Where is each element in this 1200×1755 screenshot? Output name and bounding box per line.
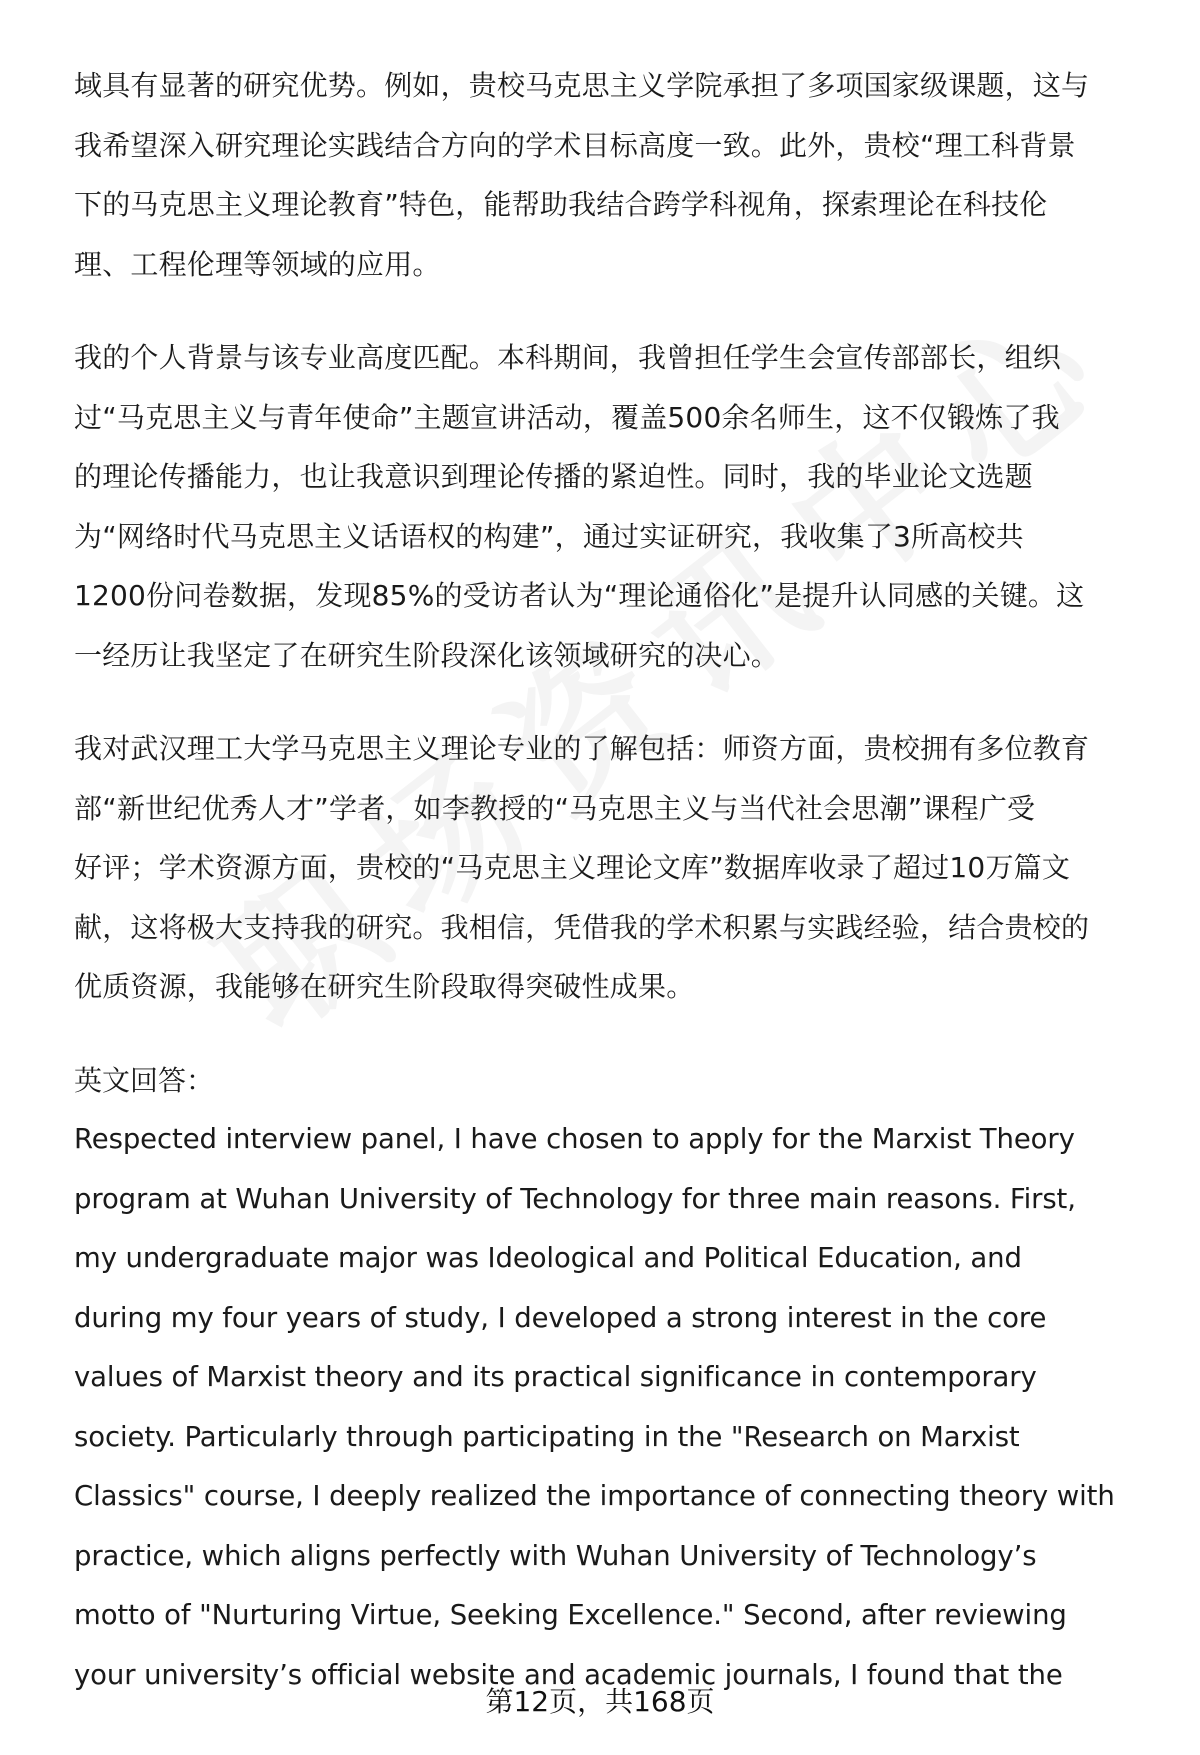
text-line: during my four years of study, I developed a strong interest in the core [74,1301,1047,1334]
text-line: 下的马克思主义理论教育”特色，能帮助我结合跨学科视角，探索理论在科技伦 [74,188,1048,221]
text-line: 1200份问卷数据，发现85%的受访者认为“理论通俗化”是提升认同感的关键。这 [74,579,1085,612]
text-line: 理、工程伦理等领域的应用。 [74,247,441,281]
page-number-footer: 第12页，共168页 [485,1685,715,1718]
text-line: your university’s official website and academic journals, I found that the [74,1658,1063,1691]
english-answer [74,1110,1164,1705]
text-line: 的理论传播能力，也让我意识到理论传播的紧迫性。同时，我的毕业论文选题 [74,460,1033,493]
text-line: practice, which aligns perfectly with Wuhan University of Technology’s [74,1539,1037,1572]
paragraph-gap [74,685,1164,719]
text-line: 过“马克思主义与青年使命”主题宣讲活动，覆盖500余名师生，这不仅锻炼了我 [74,400,1060,434]
text-line: 献，这将极大支持我的研究。我相信，凭借我的学术积累与实践经验，结合贵校的 [74,910,1090,944]
text-line: society. Particularly through participating in the "Research on Marxist [74,1420,1020,1453]
text-line: 我希望深入研究理论实践结合方向的学术目标高度一致。此外，贵校“理工科背景 [74,128,1076,162]
paragraph-gap [74,294,1164,328]
text-line: 优质资源，我能够在研究生阶段取得突破性成果。 [74,970,695,1003]
english-answer-heading: 英文回答： [74,1063,215,1097]
text-line: values of Marxist theory and its practical significance in contemporary [74,1361,1037,1393]
text-line: motto of "Nurturing Virtue, Seeking Excellence." Second, after reviewing [74,1599,1067,1631]
page-content [74,56,1164,1705]
text-line: Respected interview panel, I have chosen to apply for the Marxist Theory [74,1123,1075,1155]
text-line: my undergraduate major was Ideological and Political Education, and [74,1242,1022,1274]
paragraph-3 [74,719,1164,1017]
text-line: 部“新世纪优秀人才”学者，如李教授的“马克思主义与当代社会思潮”课程广受 [74,791,1036,825]
text-line: 为“网络时代马克思主义话语权的构建”，通过实证研究，我收集了3所高校共 [74,519,1024,553]
paragraph-1 [74,56,1164,294]
text-line: 域具有显著的研究优势。例如，贵校马克思主义学院承担了多项国家级课题，这与 [74,69,1090,102]
text-line: 我的个人背景与该专业高度匹配。本科期间，我曾担任学生会宣传部部长，组织 [74,341,1062,374]
text-line: 我对武汉理工大学马克思主义理论专业的了解包括：师资方面，贵校拥有多位教育 [74,732,1090,765]
paragraph-gap [74,1017,1164,1051]
paragraph-2 [74,328,1164,685]
text-line: 好评；学术资源方面，贵校的“马克思主义理论文库”数据库收录了超过10万篇文 [74,851,1071,884]
text-line: 一经历让我坚定了在研究生阶段深化该领域研究的决心。 [74,638,780,672]
text-line: program at Wuhan University of Technology for three main reasons. First, [74,1182,1076,1215]
text-line: Classics" course, I deeply realized the importance of connecting theory with [74,1480,1115,1512]
